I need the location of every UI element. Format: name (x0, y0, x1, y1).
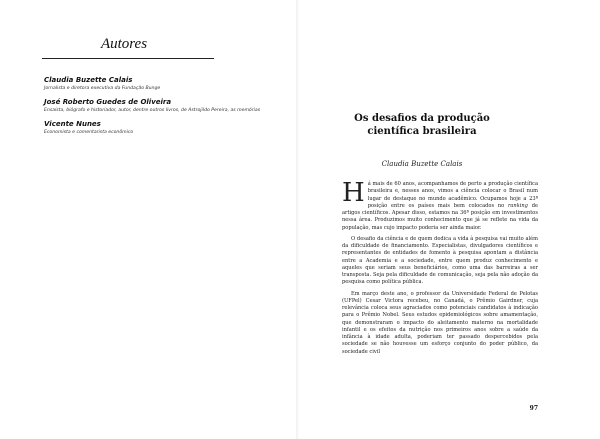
author-bio: Jornalista e diretora executiva da Fundação Bunge (44, 86, 161, 91)
author-entry (44, 76, 280, 92)
authors-list (44, 76, 280, 142)
left-page (0, 0, 296, 439)
article-title-line: Os desafios da produção (354, 113, 490, 124)
right-page (300, 0, 600, 439)
author-name: José Roberto Guedes de Oliveira (44, 98, 172, 106)
authors-heading: Autores (100, 36, 148, 52)
article-title (306, 112, 538, 138)
body-paragraph (342, 178, 538, 232)
author-name: Vicente Nunes (44, 120, 101, 128)
author-bio: Economista e comentarista econômico (44, 130, 134, 135)
article-title-line: científica brasileira (367, 126, 477, 137)
drop-cap: H (342, 178, 365, 208)
paragraph-text: á mais de 60 anos, acompanhamos de perto a produção científica brasileira e, nesses anos, vimos a ciência colocar o Brasil num lugar de destaque no mundo acadêmico. Ocupamos hoje a 23ª posição entre os países mais bem colocados no (367, 181, 538, 209)
author-bio: Ensaísta, biógrafo e historiador, autor, dentre outros livros, de Astrojildo Pereira, as memórias (44, 108, 261, 113)
author-entry (44, 98, 280, 114)
body-paragraph: O desafio da ciência e de quem dedica a vida à pesquisa vai muito além da dificuldade de financiamento. Especialistas, divulgadores científicos e representantes de entidades de fomento à pesquisa apontam a distância entre a Academia e a sociedade, entre quem produz conhecimento e aqueles que seriam seus beneficiários, como uma das barreiras a ser transposta. Seja pela dificuldade de comunicação, seja pela não adoção da pesquisa como política pública. (342, 235, 538, 286)
paragraph-text: de artigos científicos. Apesar disso, estamos na 36ª posição em investimentos nessa área. Produzimos muito conhecimento que já se reflete na vida da população, mas cujo impacto poderia ser ainda maior. (342, 202, 538, 231)
page-number: 97 (529, 405, 538, 412)
article-byline: Claudia Buzette Calais (381, 160, 463, 168)
emphasized-word: ranking (507, 202, 528, 209)
article-body (342, 178, 538, 360)
heading-rule (42, 58, 214, 59)
author-name: Claudia Buzette Calais (44, 76, 133, 84)
author-entry (44, 120, 280, 136)
body-paragraph: Em março deste ano, o professor da Universidade Federal de Pelotas (UFPel) Cesar Victora recebeu, no Canadá, o Prêmio Gairdner, cuja relevância coloca seus agraciados como potenciais candidatos à indicação para o Prêmio Nobel. Seus estudos epidemiológicos sobre amamentação, que demonstraram o impacto do aleitamento materno na mortalidade infantil e os efeitos da nutrição nos primeiros anos sobre a saúde da infância à idade adulta, poderiam ter passado despercebidos pela sociedade se não houvesse um esforço conjunto do poder público, da sociedade civil (342, 290, 538, 355)
